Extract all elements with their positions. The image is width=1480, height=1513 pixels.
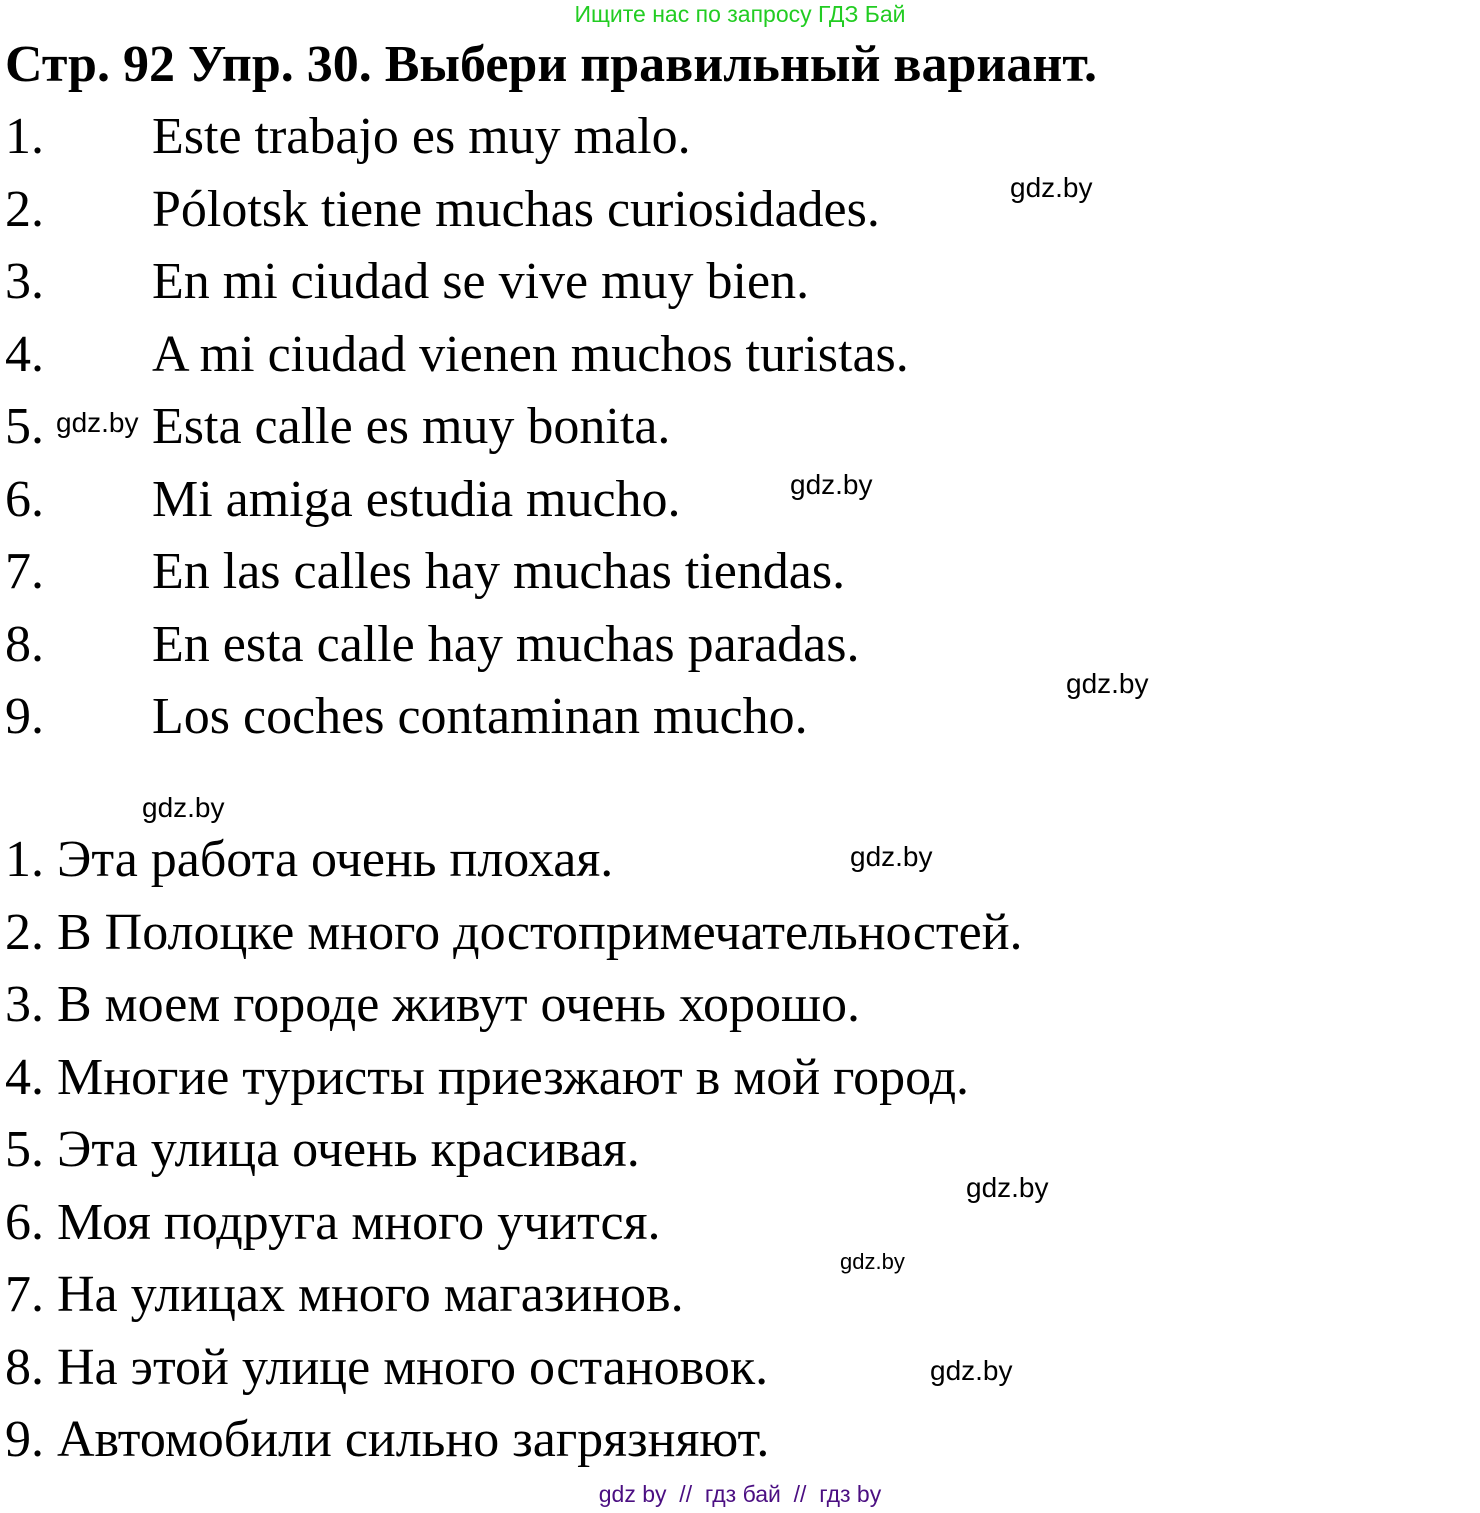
list-item: 4. Многие туристы приезжают в мой город. [5, 1048, 970, 1106]
item-text: En las calles hay muchas tiendas. [152, 543, 846, 600]
watermark: gdz.by [850, 841, 933, 872]
list-item: 6. Моя подруга много учится. [5, 1193, 661, 1251]
item-number: 6. [5, 470, 44, 528]
list-item [5, 536, 909, 609]
list-item [5, 174, 909, 247]
page-title: Стр. 92 Упр. 30. Выбери правильный вариант. [5, 36, 1097, 93]
list-item [5, 609, 909, 682]
list-item [5, 391, 909, 464]
list-item: 3. В моем городе живут очень хорошо. [5, 976, 861, 1033]
item-text: En mi ciudad se vive muy bien. [152, 253, 810, 310]
list-item: 9. Автомобили сильно загрязняют. [5, 1411, 770, 1468]
list-item: 7. На улицах много магазинов. [5, 1266, 684, 1323]
watermark: gdz.by [1010, 172, 1093, 203]
item-text: A mi ciudad vienen muchos turistas. [152, 325, 909, 383]
list-item [5, 246, 909, 319]
list-item: 8. На этой улице много остановок. [5, 1338, 769, 1396]
spanish-list [5, 101, 909, 754]
watermark: gdz.by [930, 1355, 1013, 1386]
item-number: 3. [5, 253, 44, 310]
watermark: gdz.by [56, 407, 139, 438]
watermark: gdz.by [966, 1172, 1049, 1203]
list-item [5, 681, 909, 754]
item-number: 1. [5, 108, 44, 165]
russian-list [5, 824, 1023, 1477]
item-text: Este trabajo es muy malo. [152, 108, 691, 165]
watermark: gdz.by [840, 1249, 905, 1274]
list-item [5, 319, 909, 392]
watermark: gdz.by [790, 469, 873, 500]
item-number: 2. [5, 180, 44, 238]
item-number: 8. [5, 615, 44, 673]
item-text: En esta calle hay muchas paradas. [152, 615, 860, 673]
footer: gdz by // гдз бай // гдз by [598, 1481, 882, 1507]
list-item [5, 101, 909, 174]
item-text: Mi amiga estudia mucho. [152, 470, 681, 528]
item-text: Los coches contaminan mucho. [152, 688, 808, 745]
item-number: 4. [5, 325, 44, 383]
watermark: gdz.by [142, 792, 225, 823]
list-item [5, 464, 909, 537]
item-number: 7. [5, 543, 44, 600]
item-text: Pólotsk tiene muchas curiosidades. [152, 180, 880, 238]
item-text: Esta calle es muy bonita. [152, 398, 671, 455]
watermark: gdz.by [1066, 668, 1149, 699]
list-item: 2. В Полоцке много достопримечательностей. [5, 903, 1023, 961]
item-number: 9. [5, 688, 44, 745]
item-number: 5. [5, 398, 44, 455]
list-item: 5. Эта улица очень красивая. [5, 1121, 640, 1178]
top-banner: Ищите нас по запросу ГДЗ Бай [574, 1, 906, 27]
list-item: 1. Эта работа очень плохая. [5, 831, 614, 888]
